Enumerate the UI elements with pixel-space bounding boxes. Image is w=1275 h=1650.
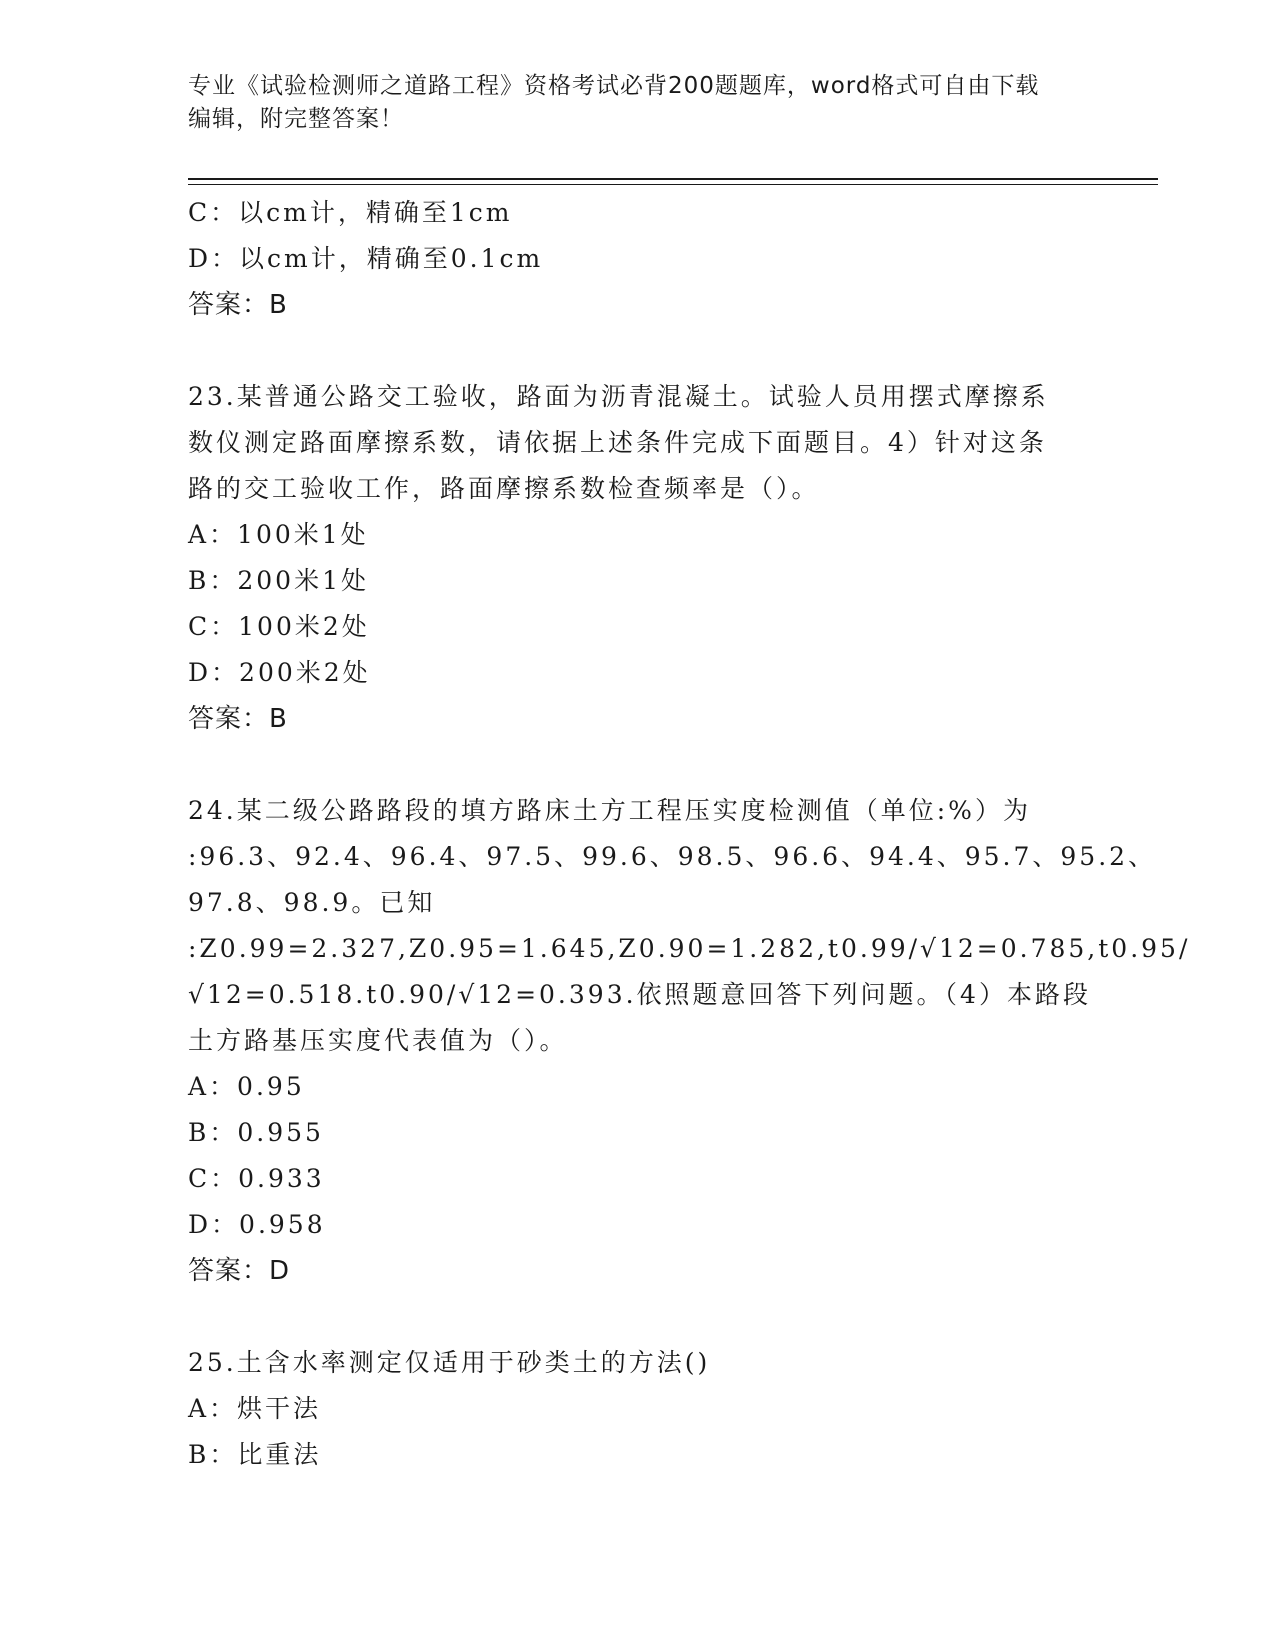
question-24: [188, 788, 1191, 1294]
q22-option-d: D：以cm计，精确至0.1cm: [188, 244, 544, 273]
q23-answer: 答案：B: [188, 704, 288, 734]
spacer: [188, 742, 1088, 788]
header-line-2: 编辑，附完整答案！: [188, 106, 404, 132]
header-rule-thin: [188, 184, 1158, 185]
q23-stem-line-1: 23.某普通公路交工验收，路面为沥青混凝土。试验人员用摆式摩擦系: [188, 382, 1049, 411]
q22-option-c: C：以cm计，精确至1cm: [188, 198, 513, 227]
q25-option-a: A：烘干法: [188, 1394, 322, 1423]
q24-stem-line-3: 97.8、98.9。已知: [188, 888, 436, 917]
q23-stem-line-2: 数仪测定路面摩擦系数，请依据上述条件完成下面题目。4）针对这条: [188, 428, 1047, 457]
q24-stem-line-5: √12=0.518.t0.90/√12=0.393.依照题意回答下列问题。（4）本路段: [188, 980, 1091, 1009]
document-header: [188, 70, 1088, 136]
q23-stem-line-3: 路的交工验收工作，路面摩擦系数检查频率是（）。: [188, 474, 820, 503]
q24-option-b: B：0.955: [188, 1118, 324, 1147]
q23-option-d: D：200米2处: [188, 658, 371, 687]
q24-stem-line-4: :Z0.99=2.327,Z0.95=1.645,Z0.90=1.282,t0.99/√12=0.785,t0.95/: [188, 934, 1191, 963]
q22-answer: 答案：B: [188, 290, 288, 320]
q24-stem-line-6: 土方路基压实度代表值为（）。: [188, 1026, 568, 1055]
q24-option-c: C：0.933: [188, 1164, 325, 1193]
question-25: [188, 1340, 1088, 1478]
q24-stem-line-1: 24.某二级公路路段的填方路床土方工程压实度检测值（单位:%）为: [188, 796, 1031, 825]
q23-option-a: A：100米1处: [188, 520, 369, 549]
header-line-1: 专业《试验检测师之道路工程》资格考试必背200题题库，word格式可自由下载: [188, 73, 1040, 99]
document-body: [188, 190, 1191, 1478]
q24-answer: 答案：D: [188, 1256, 291, 1286]
q24-stem-line-2: :96.3、92.4、96.4、97.5、99.6、98.5、96.6、94.4、95.7、95.2、: [188, 842, 1157, 871]
q23-option-c: C：100米2处: [188, 612, 370, 641]
spacer: [188, 328, 1088, 374]
question-23: [188, 374, 1088, 742]
q25-option-b: B：比重法: [188, 1440, 322, 1469]
q24-option-d: D：0.958: [188, 1210, 326, 1239]
q23-option-b: B：200米1处: [188, 566, 369, 595]
question-22: [188, 190, 1088, 328]
header-rule-thick: [188, 178, 1158, 180]
q24-option-a: A：0.95: [188, 1072, 305, 1101]
q25-stem-line-1: 25.土含水率测定仅适用于砂类土的方法(): [188, 1348, 711, 1377]
spacer: [188, 1294, 1088, 1340]
